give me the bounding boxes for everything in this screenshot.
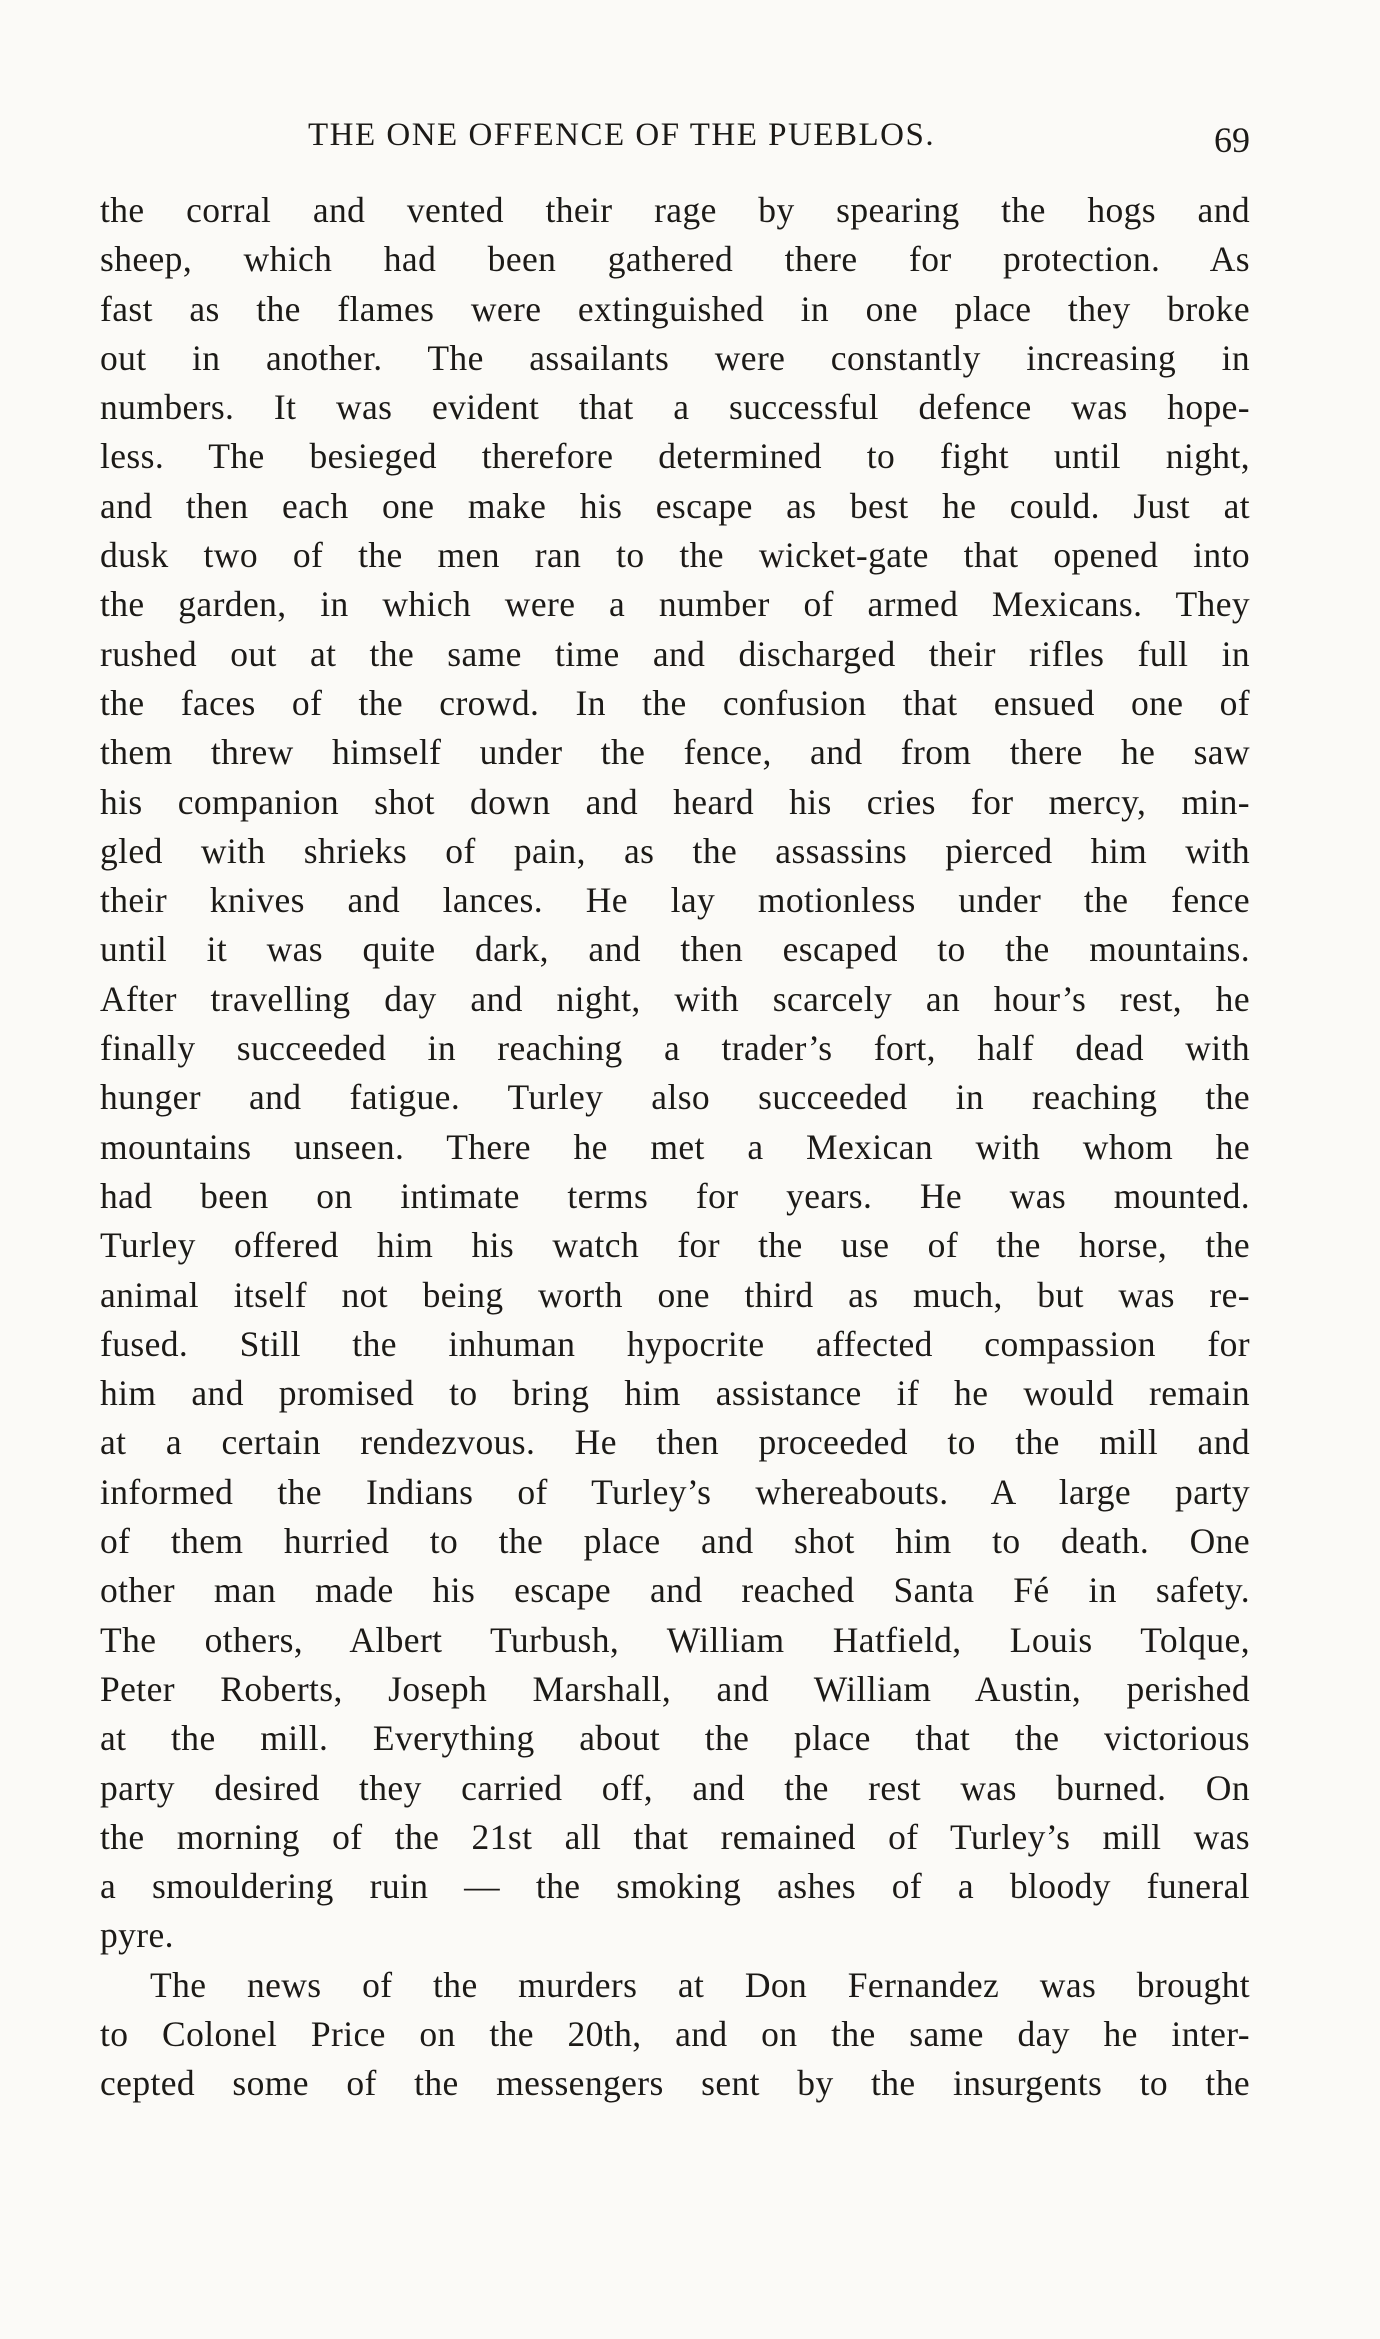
text-line: other man made his escape and reached Santa Fé in safety. [100,1570,1250,1611]
page-number: 69 [1214,120,1250,160]
text-line: the faces of the crowd. In the confusion that ensued one of [100,682,1250,723]
text-line: a smouldering ruin — the smoking ashes of a bloody funeral [100,1866,1250,1907]
text-line: hunger and fatigue. Turley also succeeded in reaching the [100,1077,1250,1118]
text-line: at the mill. Everything about the place that the victorious [100,1718,1250,1759]
text-line: out in another. The assailants were constantly increasing in [100,337,1250,378]
text-line: rushed out at the same time and discharged their rifles full in [100,633,1250,674]
text-line: him and promised to bring him assistance if he would remain [100,1373,1250,1414]
text-line: After travelling day and night, with scarcely an hour’s rest, he [100,978,1250,1019]
paragraph [100,186,1250,1961]
text-line: cepted some of the messengers sent by the insurgents to the [100,2063,1250,2104]
text-line: pyre. [100,1915,174,1956]
text-line: mountains unseen. There he met a Mexican with whom he [100,1126,1250,1167]
text-line: the corral and vented their rage by spearing the hogs and [100,190,1250,230]
text-line: less. The besieged therefore determined to fight until night, [100,436,1250,477]
text-line: fast as the flames were extinguished in one place they broke [100,288,1250,329]
text-line: The others, Albert Turbush, William Hatfield, Louis Tolque, [100,1619,1250,1660]
paragraph [100,1961,1250,2109]
text-line: Peter Roberts, Joseph Marshall, and William Austin, perished [100,1668,1250,1709]
text-line: dusk two of the men ran to the wicket-gate that opened into [100,535,1250,576]
text-line: The news of the murders at Don Fernandez was brought [150,1964,1250,2005]
text-line: the morning of the 21st all that remained of Turley’s mill was [100,1816,1250,1857]
text-line: informed the Indians of Turley’s whereabouts. A large party [100,1471,1250,1512]
text-line: numbers. It was evident that a successful defence was hope- [100,387,1250,428]
text-line: until it was quite dark, and then escaped to the mountains. [100,929,1250,970]
text-line: animal itself not being worth one third as much, but was re- [100,1274,1250,1315]
text-line: had been on intimate terms for years. He was mounted. [100,1175,1250,1216]
text-line: to Colonel Price on the 20th, and on the same day he inter- [100,2013,1250,2054]
text-line: finally succeeded in reaching a trader’s fort, half dead with [100,1028,1250,1069]
text-line: of them hurried to the place and shot him to death. One [100,1521,1250,1562]
running-title: THE ONE OFFENCE OF THE PUEBLOS. [308,117,936,153]
text-line: their knives and lances. He lay motionless under the fence [100,880,1250,921]
text-line: at a certain rendezvous. He then proceeded to the mill and [100,1422,1250,1463]
text-line: the garden, in which were a number of armed Mexicans. They [100,584,1250,625]
text-line: fused. Still the inhuman hypocrite affected compassion for [100,1323,1250,1364]
text-line: gled with shrieks of pain, as the assassins pierced him with [100,830,1250,871]
text-line: and then each one make his escape as best he could. Just at [100,485,1250,526]
text-line: party desired they carried off, and the rest was burned. On [100,1767,1250,1808]
text-line: his companion shot down and heard his cries for mercy, min- [100,781,1250,822]
text-line: them threw himself under the fence, and from there he saw [100,732,1250,773]
text-line: sheep, which had been gathered there for protection. As [100,239,1250,280]
body-text [100,186,1250,2109]
running-head [100,117,1250,167]
text-line: Turley offered him his watch for the use of the horse, the [100,1225,1250,1266]
